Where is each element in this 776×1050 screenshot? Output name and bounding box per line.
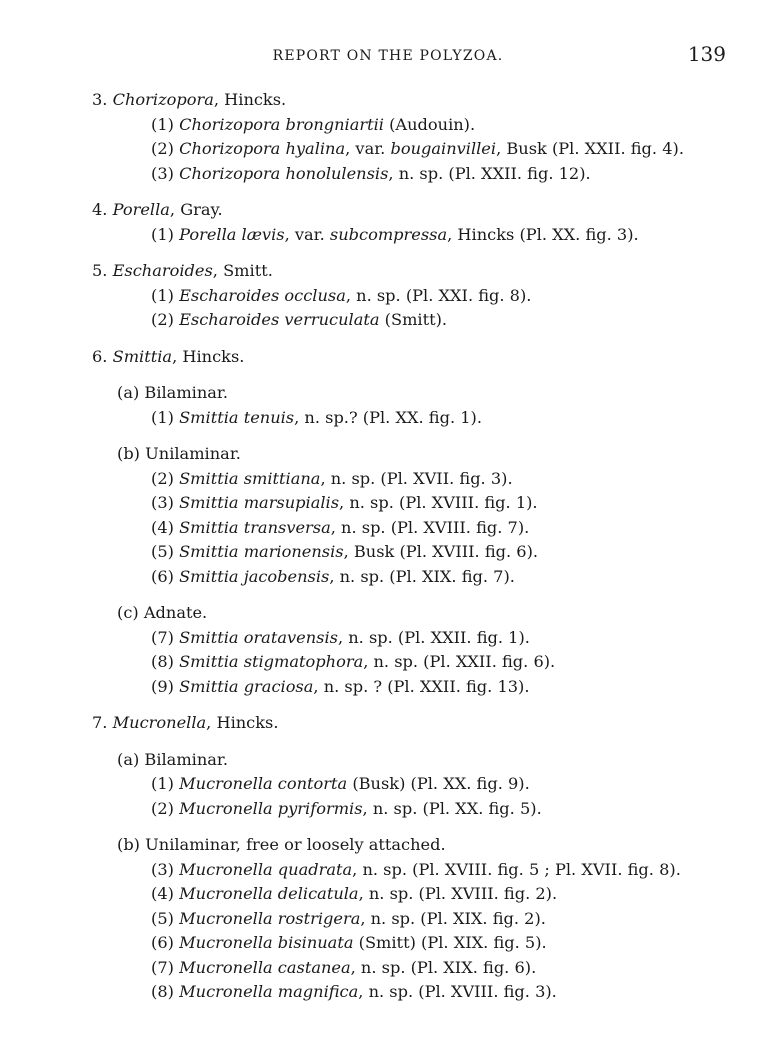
species-number: (2): [151, 468, 174, 488]
genus-heading: [0, 88, 776, 113]
species-name: Mucronella castanea: [179, 957, 351, 977]
species-number: (9): [151, 676, 174, 696]
variety-detail: , Busk (Pl. XXII. fig. 4).: [496, 139, 684, 158]
species-detail: , n. sp. (Pl. XVIII. fig. 3).: [358, 982, 557, 1001]
species-number: (2): [151, 139, 174, 158]
genus-author: , Hincks.: [172, 346, 245, 366]
species-entry: [0, 565, 776, 590]
species-name: Mucronella delicatula: [179, 884, 359, 903]
genus-number: 3.: [92, 90, 108, 109]
species-number: (6): [151, 933, 174, 952]
species-entry: [0, 858, 776, 883]
species-number: (8): [151, 652, 174, 671]
section-label: (b) Unilaminar.: [117, 444, 241, 463]
species-entry: [0, 284, 776, 309]
species-entry: [0, 956, 776, 981]
genus-name: Chorizopora: [112, 90, 214, 109]
species-detail: , n. sp. (Pl. XXII. fig. 12).: [388, 163, 591, 183]
species-list: [0, 88, 776, 1005]
species-name: Smittia marionensis: [179, 542, 344, 561]
species-entry: [0, 675, 776, 700]
page-number: 139: [687, 42, 726, 66]
species-name: Smittia transversa: [179, 517, 331, 537]
genus-heading: [0, 345, 776, 370]
species-detail: , var.: [345, 139, 391, 158]
species-name: Smittia marsupialis: [179, 493, 340, 512]
section-label: (b) Unilaminar, free or loosely attached.: [117, 835, 446, 854]
species-number: (1): [151, 114, 174, 134]
species-detail: , Busk (Pl. XVIII. fig. 6).: [343, 542, 539, 561]
species-detail: (Smitt) (Pl. XIX. fig. 5).: [353, 933, 547, 952]
variety-name: subcompressa: [329, 224, 448, 244]
species-number: (1): [151, 224, 174, 244]
species-number: (8): [151, 982, 174, 1001]
species-detail: , n. sp. (Pl. XIX. fig. 6).: [350, 957, 537, 977]
species-name: Smittia tenuis: [179, 407, 295, 427]
species-entry: [0, 223, 776, 248]
species-detail: , var.: [284, 224, 330, 244]
species-entry: [0, 980, 776, 1005]
species-number: (3): [151, 493, 174, 512]
species-name: Smittia jacobensis: [179, 566, 330, 586]
variety-detail: , Hincks (Pl. XX. fig. 3).: [447, 224, 639, 244]
genus-number: 6.: [92, 346, 108, 366]
species-entry: [0, 113, 776, 138]
genus-author: , Smitt.: [212, 261, 273, 280]
species-name: Mucronella pyriformis: [179, 798, 363, 818]
species-name: Chorizopora honolulensis: [179, 163, 389, 183]
species-entry: [0, 907, 776, 932]
species-name: Smittia smittiana: [179, 468, 321, 488]
species-entry: [0, 308, 776, 333]
section-label: (c) Adnate.: [117, 603, 208, 622]
species-name: Escharoides verruculata: [179, 310, 380, 329]
section-label: (a) Bilaminar.: [117, 749, 229, 769]
species-entry: [0, 626, 776, 651]
species-detail: , n. sp. (Pl. XVIII. fig. 1).: [339, 493, 538, 512]
species-detail: (Smitt).: [379, 310, 448, 329]
species-detail: (Audouin).: [383, 114, 476, 134]
species-detail: , n. sp. (Pl. XIX. fig. 2).: [360, 908, 546, 928]
species-number: (2): [151, 310, 174, 329]
species-entry: [0, 516, 776, 541]
species-number: (3): [151, 859, 174, 879]
species-detail: , n. sp. (Pl. XX. fig. 5).: [362, 798, 542, 818]
species-number: (1): [151, 407, 174, 427]
species-number: (3): [151, 163, 174, 183]
species-number: (5): [151, 908, 174, 928]
species-entry: [0, 797, 776, 822]
variety-name: bougainvillei: [390, 139, 497, 158]
species-name: Chorizopora hyalina: [179, 139, 346, 158]
page-header: [0, 42, 776, 72]
species-name: Smittia oratavensis: [179, 627, 338, 647]
species-entry: [0, 931, 776, 956]
species-number: (5): [151, 542, 174, 561]
genus-author: , Hincks.: [206, 713, 279, 732]
species-name: Mucronella quadrata: [179, 859, 353, 879]
running-title: REPORT ON THE POLYZOA.: [272, 48, 504, 64]
genus-name: Mucronella: [112, 713, 207, 732]
species-entry: [0, 882, 776, 907]
species-entry: [0, 772, 776, 797]
genus-number: 7.: [92, 713, 108, 732]
species-number: (1): [151, 774, 174, 793]
species-detail: (Busk) (Pl. XX. fig. 9).: [347, 774, 530, 793]
genus-name: Escharoides: [112, 261, 213, 280]
species-entry: [0, 406, 776, 431]
genus-heading: [0, 711, 776, 736]
species-entry: [0, 650, 776, 675]
genus-name: Smittia: [112, 346, 173, 366]
species-detail: , n. sp. (Pl. XVIII. fig. 7).: [330, 517, 530, 537]
species-detail: , n. sp. ? (Pl. XXII. fig. 13).: [313, 676, 530, 696]
species-name: Chorizopora brongniartii: [179, 114, 384, 134]
species-detail: , n. sp. (Pl. XXII. fig. 6).: [363, 652, 556, 671]
species-name: Porella lævis: [179, 224, 285, 244]
species-detail: , n. sp.? (Pl. XX. fig. 1).: [294, 407, 482, 427]
species-detail: , n. sp. (Pl. XIX. fig. 7).: [329, 566, 515, 586]
genus-author: , Gray.: [169, 200, 223, 219]
species-detail: , n. sp. (Pl. XXI. fig. 8).: [345, 285, 532, 305]
genus-number: 4.: [92, 200, 108, 219]
species-name: Smittia stigmatophora: [179, 652, 364, 671]
section-label: (a) Bilaminar.: [117, 383, 229, 402]
species-number: (6): [151, 566, 174, 586]
species-entry: [0, 540, 776, 565]
species-name: Mucronella magnifica: [179, 982, 359, 1001]
genus-heading: [0, 198, 776, 223]
species-entry: [0, 467, 776, 492]
species-number: (4): [151, 517, 174, 537]
species-number: (7): [151, 957, 174, 977]
species-number: (7): [151, 627, 174, 647]
species-number: (2): [151, 798, 174, 818]
species-entry: [0, 137, 776, 162]
genus-number: 5.: [92, 261, 108, 280]
species-detail: , n. sp. (Pl. XVIII. fig. 2).: [358, 884, 558, 903]
genus-heading: [0, 259, 776, 284]
species-detail: , n. sp. (Pl. XVII. fig. 3).: [320, 468, 513, 488]
species-number: (4): [151, 884, 174, 903]
species-name: Smittia graciosa: [179, 676, 314, 696]
species-detail: , n. sp. (Pl. XXII. fig. 1).: [337, 627, 530, 647]
species-name: Mucronella contorta: [179, 774, 348, 793]
species-number: (1): [151, 285, 174, 305]
species-detail: , n. sp. (Pl. XVIII. fig. 5 ; Pl. XVII. fig. 8).: [352, 859, 681, 879]
species-name: Escharoides occlusa: [179, 285, 346, 305]
species-name: Mucronella bisinuata: [179, 933, 354, 952]
genus-name: Porella: [112, 200, 170, 219]
genus-author: , Hincks.: [213, 90, 287, 109]
species-entry: [0, 491, 776, 516]
species-name: Mucronella rostrigera: [179, 908, 361, 928]
species-entry: [0, 162, 776, 187]
